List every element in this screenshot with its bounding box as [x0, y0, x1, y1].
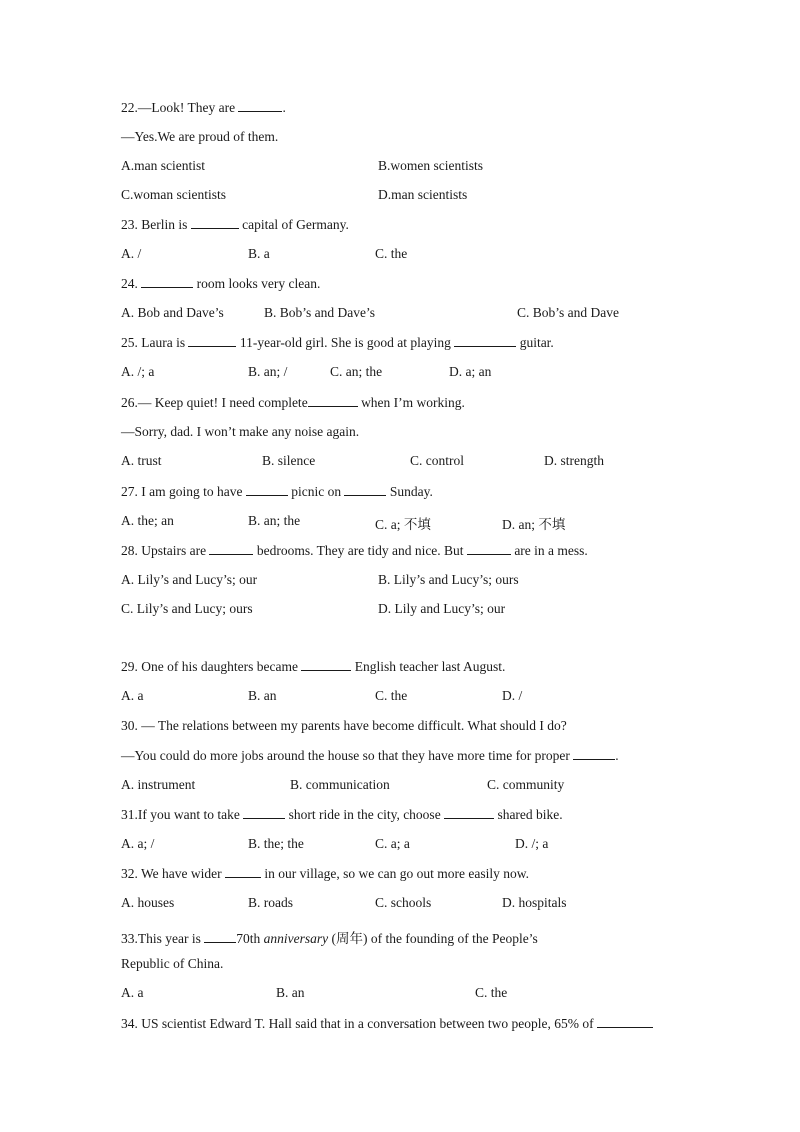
blank: [597, 1016, 653, 1028]
q32-option-d: D. hospitals: [502, 895, 567, 910]
q28-option-c: C. Lily’s and Lucy; ours: [121, 601, 253, 616]
q27-option-c: C. a; 不填: [375, 517, 431, 532]
blank: [344, 484, 386, 496]
q33-option-c: C. the: [475, 985, 508, 1000]
blank: [204, 931, 236, 943]
q26-option-c: C. control: [410, 453, 464, 468]
q30-stem: 30. — The relations between my parents have become difficult. What should I do?: [121, 718, 567, 733]
q28-option-a: A. Lily’s and Lucy’s; our: [121, 572, 258, 587]
q26-option-b: B. silence: [262, 453, 316, 468]
q24-option-a: A. Bob and Dave’s: [121, 305, 224, 320]
q22-option-d: D.man scientists: [378, 187, 468, 202]
q23-option-c: C. the: [375, 246, 408, 261]
blank: [246, 484, 288, 496]
q22-option-a: A.man scientist: [121, 158, 205, 173]
q27-stem: 27. I am going to have picnic on Sunday.: [121, 484, 433, 499]
q32-stem: 32. We have wider in our village, so we can go out more easily now.: [121, 866, 529, 881]
blank: [454, 335, 516, 347]
q32-option-a: A. houses: [121, 895, 175, 910]
q33-option-b: B. an: [276, 985, 305, 1000]
q23-option-a: A. /: [121, 246, 142, 261]
q23-option-b: B. a: [248, 246, 270, 261]
q25-option-d: D. a; an: [449, 364, 492, 379]
blank: [467, 543, 511, 555]
q30-option-a: A. instrument: [121, 777, 196, 792]
blank: [225, 866, 261, 878]
q27-option-d: D. an; 不填: [502, 517, 566, 532]
q28-option-d: D. Lily and Lucy’s; our: [378, 601, 506, 616]
q26-reply: —Sorry, dad. I won’t make any noise again.: [121, 424, 360, 439]
q31-stem: 31.If you want to take short ride in the city, choose shared bike.: [121, 807, 563, 822]
q24-option-c: C. Bob’s and Dave: [517, 305, 619, 320]
q29-option-c: C. the: [375, 688, 408, 703]
blank: [573, 748, 615, 760]
blank: [191, 217, 239, 229]
q22-option-b: B.women scientists: [378, 158, 483, 173]
q34-stem: 34. US scientist Edward T. Hall said that in a conversation between two people, 65% of: [121, 1016, 653, 1032]
blank: [301, 659, 351, 671]
q29-option-b: B. an: [248, 688, 277, 703]
blank: [238, 100, 282, 112]
q27-option-b: B. an; the: [248, 513, 301, 528]
q26-option-d: D. strength: [544, 453, 604, 468]
q29-stem: 29. One of his daughters became English teacher last August.: [121, 659, 506, 674]
q30-option-c: C. community: [487, 777, 565, 792]
q29-option-a: A. a: [121, 688, 144, 703]
q31-option-d: D. /; a: [515, 836, 549, 851]
q22-stem: 22.—Look! They are .: [121, 100, 286, 115]
blank: [308, 395, 358, 407]
q33-stem-line2: Republic of China.: [121, 956, 224, 971]
q25-option-c: C. an; the: [330, 364, 383, 379]
q25-option-b: B. an; /: [248, 364, 288, 379]
q24-option-b: B. Bob’s and Dave’s: [264, 305, 375, 320]
q27-option-a: A. the; an: [121, 513, 174, 528]
q22-reply: —Yes.We are proud of them.: [121, 129, 279, 144]
q25-option-a: A. /; a: [121, 364, 155, 379]
q32-option-c: C. schools: [375, 895, 432, 910]
q31-option-a: A. a; /: [121, 836, 155, 851]
blank: [243, 807, 285, 819]
q26-stem: 26.— Keep quiet! I need complete when I’m working.: [121, 395, 465, 410]
q25-stem: 25. Laura is 11-year-old girl. She is good at playing guitar.: [121, 335, 554, 350]
q22-option-c: C.woman scientists: [121, 187, 226, 202]
q32-option-b: B. roads: [248, 895, 293, 910]
blank: [141, 276, 193, 288]
q31-option-b: B. the; the: [248, 836, 304, 851]
blank: [444, 807, 494, 819]
q31-option-c: C. a; a: [375, 836, 410, 851]
q33-option-a: A. a: [121, 985, 144, 1000]
q28-stem: 28. Upstairs are bedrooms. They are tidy and nice. But are in a mess.: [121, 543, 588, 558]
q24-stem: 24. room looks very clean.: [121, 276, 321, 291]
q29-option-d: D. /: [502, 688, 523, 703]
q30-reply: —You could do more jobs around the house so that they have more time for proper .: [121, 748, 619, 763]
q30-option-b: B. communication: [290, 777, 390, 792]
q26-option-a: A. trust: [121, 453, 162, 468]
q23-stem: 23. Berlin is capital of Germany.: [121, 217, 349, 232]
q28-option-b: B. Lily’s and Lucy’s; ours: [378, 572, 519, 587]
blank: [188, 335, 236, 347]
blank: [209, 543, 253, 555]
q33-stem: 33.This year is 70th anniversary (周年) of the founding of the People’s: [121, 931, 538, 946]
